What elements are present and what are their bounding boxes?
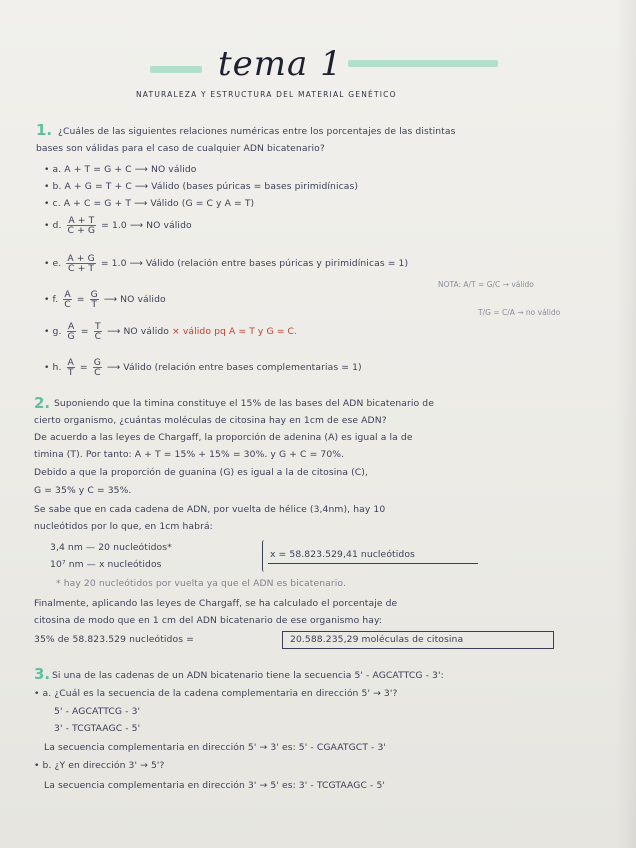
q3-sequence-2: 3' - TCGTAAGC - 5' [54, 723, 141, 734]
q1-g-result: ⟶ NO válido [107, 326, 169, 337]
question-1-number: 1. [36, 121, 53, 139]
q1-e-result: = 1.0 ⟶ Válido (relación entre bases púricas y pirimidínicas = 1) [100, 258, 409, 269]
q3-answer-a: La secuencia complementaria en dirección 5' → 3' es: 5' - CGAATGCT - 3' [44, 742, 387, 753]
page-title: tema 1 [218, 44, 343, 84]
q2-text-line-10: citosina de modo que en 1 cm del ADN bicatenario de ese organismo hay: [34, 615, 383, 626]
q2-text-line-4: timina (T). Por tanto: A + T = 15% + 15% = 30%. y G + C = 70%. [34, 449, 345, 460]
q1-d-result: = 1.0 ⟶ NO válido [101, 220, 192, 231]
q2-rule-of-three-line-1: 3,4 nm — 20 nucleótidos* [50, 542, 172, 553]
q1-option-e [44, 254, 408, 273]
q1-f-label: • f. [44, 294, 59, 305]
q1-note-2: T/G = C/A → no válido [478, 308, 561, 317]
q1-f-num-2: G [90, 289, 98, 300]
q1-option-h: • h. $\frac{A}{T}$ = $\frac{G}{C}$ ⟶ Válido (relación entre bases complementarias = 1) [44, 357, 362, 378]
q1-option-d [44, 216, 192, 235]
q1-h-den-2: C [94, 367, 101, 378]
q1-h-result: ⟶ Válido (relación entre bases complementarias = 1) [107, 362, 362, 373]
question-3-number: 3. [34, 665, 51, 683]
question-2-number: 2. [34, 394, 51, 412]
q1-h-num-2: G [93, 357, 101, 368]
q1-d-numerator: A + T [68, 215, 95, 226]
q1-h-fraction-2 [93, 358, 102, 377]
q1-f-den-2: T [91, 299, 98, 310]
title-highlight-right [348, 60, 498, 67]
q1-h-label: • h. [44, 362, 62, 373]
q2-text-line-8: nucleótidos por lo que, en 1cm habrá: [34, 521, 213, 532]
q1-e-fraction [66, 254, 95, 273]
q1-note-1: NOTA: A/T = G/C → válido [438, 280, 534, 289]
q1-e-denominator: C + T [68, 263, 95, 274]
q1-option-a: • a. A + T = G + C ⟶ NO válido [44, 164, 197, 175]
q1-g-fraction-2 [94, 322, 103, 341]
q2-text-line-6: G = 35% y C = 35%. [34, 485, 132, 496]
q1-f-num-1: A [64, 289, 71, 300]
q1-g-label: • g. [44, 326, 62, 337]
q1-f-den-1: C [64, 299, 71, 310]
q1-f-fraction-1 [63, 290, 72, 309]
page-shadow [616, 0, 636, 848]
q1-option-f: • f. $\frac{A}{C}$ = $\frac{G}{T}$ ⟶ NO válido [44, 289, 166, 310]
q2-text-line-5: Debido a que la proporción de guanina (G) es igual a la de citosina (C), [34, 467, 369, 478]
q1-d-fraction [67, 216, 97, 235]
q1-text-line-2: bases son válidas para el caso de cualquier ADN bicatenario? [36, 143, 325, 154]
q1-f-fraction-2 [90, 290, 99, 309]
q1-g-den-1: G [67, 331, 75, 342]
q3-answer-b: La secuencia complementaria en dirección 3' → 5' es: 3' - TCGTAAGC - 5' [44, 780, 386, 791]
q1-d-denominator: C + G [67, 225, 96, 236]
q1-option-c: • c. A + C = G + T ⟶ Válido (G = C y A = T) [44, 198, 255, 209]
q1-g-num-1: A [67, 321, 75, 332]
q2-text-line-2: cierto organismo, ¿cuántas moléculas de citosina hay en 1cm de ese ADN? [34, 415, 387, 426]
page-subtitle: NATURALEZA Y ESTRUCTURA DEL MATERIAL GENÉTICO [136, 90, 397, 99]
q1-option-b: • b. A + G = T + C ⟶ Válido (bases púricas = bases pirimidínicas) [44, 181, 359, 192]
q1-e-numerator: A + G [67, 253, 95, 264]
q2-answer: 20.588.235,29 moléculas de citosina [290, 634, 464, 645]
q1-h-fraction-1 [67, 358, 75, 377]
q1-e-label: • e. [44, 258, 62, 269]
q2-footnote: * hay 20 nucleótidos por vuelta ya que el ADN es bicatenario. [56, 578, 346, 589]
q1-d-label: • d. [44, 220, 62, 231]
q2-text-line-1: Suponiendo que la timina constituye el 15% de las bases del ADN bicatenario de [54, 398, 434, 409]
q2-result-underline [268, 563, 478, 564]
q2-result: x = 58.823.529,41 nucleótidos [270, 549, 415, 560]
q2-text-line-3: De acuerdo a las leyes de Chargaff, la proporción de adenina (A) es igual a la de [34, 432, 413, 443]
q2-brace [262, 540, 267, 572]
q1-g-correction: × válido pq A = T y G = C. [172, 326, 298, 337]
q1-g-den-2: C [94, 331, 102, 342]
q1-g-num-2: T [95, 321, 101, 332]
q1-h-num-1: A [67, 357, 74, 368]
q2-rule-of-three-line-2: 10⁷ nm — x nucleótidos [50, 559, 162, 570]
q1-text-line-1: ¿Cuáles de las siguientes relaciones numéricas entre los porcentajes de las distintas [58, 126, 456, 137]
q3-sequence-1: 5' - AGCATTCG - 3' [54, 706, 141, 717]
q2-text-line-9: Finalmente, aplicando las leyes de Chargaff, se ha calculado el porcentaje de [34, 598, 398, 609]
q2-text-line-7: Se sabe que en cada cadena de ADN, por vuelta de hélice (3,4nm), hay 10 [34, 504, 386, 515]
q1-option-g: • g. $\frac{A}{G}$ = $\frac{T}{C}$ ⟶ NO válido × válido pq A = T y G = C. [44, 321, 298, 342]
q3-option-b: • b. ¿Y en dirección 3' → 5'? [34, 760, 165, 771]
q2-text-line-11: 35% de 58.823.529 nucleótidos = [34, 634, 194, 645]
q3-option-a: • a. ¿Cuál es la secuencia de la cadena complementaria en dirección 5' → 3'? [34, 688, 398, 699]
q3-text-line-1: Si una de las cadenas de un ADN bicatenario tiene la secuencia 5' - AGCATTCG - 3': [52, 670, 444, 681]
q1-g-fraction-1 [67, 322, 76, 341]
title-highlight-left [150, 66, 202, 73]
q1-f-result: ⟶ NO válido [103, 294, 166, 305]
q1-h-den-1: T [67, 367, 74, 378]
